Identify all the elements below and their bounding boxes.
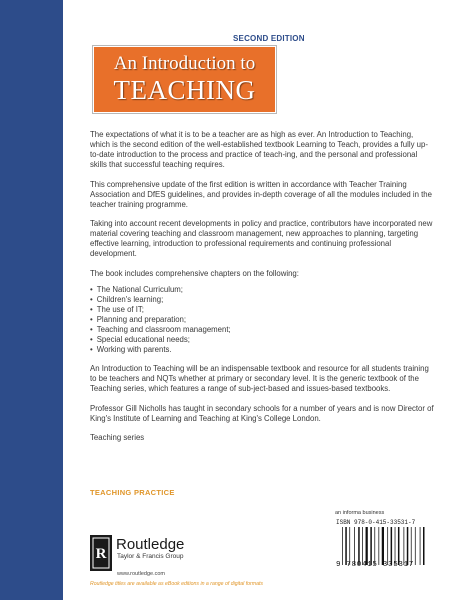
edition-label: SECOND EDITION bbox=[233, 34, 305, 43]
blurb-text bbox=[90, 130, 435, 453]
chapter-item: • Teaching and classroom management; bbox=[90, 325, 435, 335]
chapter-item: • The use of IT; bbox=[90, 305, 435, 315]
ebook-note: Routledge titles are available as eBook editions in a range of digital formats bbox=[90, 581, 264, 587]
chapter-item: • Working with parents. bbox=[90, 345, 435, 355]
barcode-bar bbox=[362, 527, 363, 565]
blurb-paragraph: The expectations of what it is to be a teacher are as high as ever. An Introduction to Teaching, which is the second edition of the well-established textbook Learning to Teach, provides a fully up-to-date introduction to the process and practice of teach-ing, and the personal and professional skills that successful teaching requires. bbox=[90, 130, 428, 169]
title-line-1: An Introduction to bbox=[113, 53, 256, 74]
blurb-paragraph: This comprehensive update of the first edition is written in accordance with Teacher Training Association and DfES guidelines, and provides in-depth coverage of all the modules included in the teacher training programme. bbox=[90, 179, 432, 209]
barcode-bar bbox=[395, 527, 396, 565]
barcode-bar bbox=[345, 527, 347, 565]
chapter-item: • Children's learning; bbox=[90, 295, 435, 305]
title-line-2: TEACHING bbox=[113, 75, 256, 105]
barcode-bar bbox=[398, 527, 400, 565]
barcode-bar bbox=[382, 527, 384, 565]
barcode-bar bbox=[378, 527, 379, 565]
informa-label: an informa business bbox=[335, 510, 385, 516]
barcode-bar bbox=[387, 527, 388, 565]
chapter-item: • The National Curriculum; bbox=[90, 285, 435, 295]
blurb-paragraph: The book includes comprehensive chapters on the following: bbox=[90, 268, 299, 278]
barcode-bar bbox=[423, 527, 425, 565]
blurb-paragraph: An Introduction to Teaching will be an indispensable textbook and resource for all students training to be teachers and NQTs whether at primary or secondary level. It is the generic textbook of the Teaching series, which features a range of sub-ject-based and issues-based textbooks. bbox=[90, 364, 429, 393]
barcode-bar bbox=[358, 527, 360, 565]
title-box bbox=[93, 46, 276, 113]
barcode-bar bbox=[370, 527, 372, 565]
blue-spine-band bbox=[0, 0, 63, 600]
barcode-bar bbox=[420, 527, 421, 565]
barcode-bar bbox=[404, 527, 405, 565]
barcode-bar bbox=[342, 527, 343, 565]
chapter-item: • Special educational needs; bbox=[90, 335, 435, 345]
chapter-list bbox=[90, 285, 435, 355]
barcode-bar bbox=[415, 527, 416, 565]
barcode-bar bbox=[349, 527, 350, 565]
barcode-bar bbox=[354, 527, 355, 565]
series-tag: TEACHING PRACTICE bbox=[90, 488, 175, 497]
author-bio: Professor Gill Nicholls has taught in secondary schools for a number of years and is now Director of King's Institute of Learning and Teaching at King's College London. bbox=[90, 403, 434, 423]
logo-letter: R bbox=[95, 546, 107, 562]
publisher-website: www.routledge.com bbox=[117, 571, 165, 577]
isbn-text: ISBN 978-0-415-33531-7 bbox=[336, 519, 416, 526]
blurb-paragraph: Taking into account recent developments in policy and practice, contributors have incorporated new material covering teaching and classroom management, new approaches to planning, targeting effective learning, introduction to professional requirements and continuing professional development. bbox=[90, 219, 433, 258]
routledge-logo-icon bbox=[90, 535, 112, 571]
series-line: Teaching series bbox=[90, 433, 145, 442]
publisher-name: Routledge bbox=[116, 536, 185, 553]
chapter-item: • Planning and preparation; bbox=[90, 315, 435, 325]
barcode-bar bbox=[407, 527, 409, 565]
barcode-digits: 9 780415 335317 bbox=[336, 561, 415, 569]
barcode-bar bbox=[391, 527, 393, 565]
barcode bbox=[342, 527, 426, 565]
barcode-bar bbox=[411, 527, 412, 565]
barcode-bar bbox=[366, 527, 368, 565]
barcode-bar bbox=[374, 527, 375, 565]
publisher-subtitle: Taylor & Francis Group bbox=[117, 553, 184, 560]
